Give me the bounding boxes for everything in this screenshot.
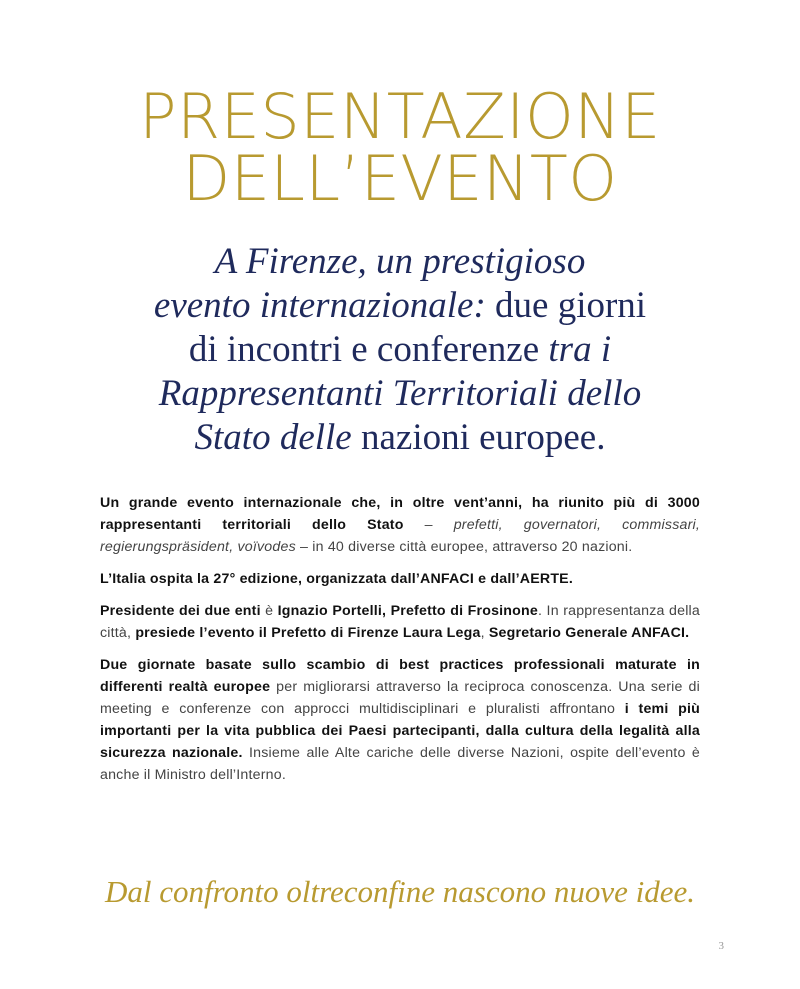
lead-line-5 [100, 416, 700, 460]
p3-bold-2: Ignazio Portelli, Prefetto di Frosinone [277, 603, 538, 619]
paragraph-4 [100, 654, 700, 786]
p1-sep: – [403, 517, 454, 533]
lead-line-4 [100, 372, 700, 416]
lead-l3-italic: tra i [548, 329, 612, 370]
lead-l2-italic: evento internazionale: [153, 285, 486, 326]
p4-text-2: Insieme alle Alte cariche delle diverse Nazioni, ospite dell’evento è anche il Ministro dell’Interno. [100, 745, 700, 783]
p3-bold-1: Presidente dei due enti [100, 603, 261, 619]
page-number: 3 [718, 940, 724, 952]
p3-text-1: è [260, 603, 278, 619]
lead-line-1 [100, 240, 700, 284]
p3-bold-4: Segretario Generale ANFACI. [488, 625, 690, 641]
title-line-2: DELL’EVENTO [182, 142, 618, 215]
lead-line-2 [100, 284, 700, 328]
p3-text-2: . In rappresentanza della città, [100, 603, 700, 641]
paragraph-3 [100, 600, 700, 644]
lead-l4-italic: Rappresentanti Territoriali dello [158, 373, 642, 414]
lead-l5-italic: Stato delle [194, 417, 352, 458]
tagline: Dal confronto oltreconfine nascono nuove idee. [104, 874, 695, 909]
paragraph-2 [100, 568, 700, 590]
p4-bold-2: i temi più importanti per la vita pubblica dei Paesi partecipanti, dalla cultura della legalità alla sicurezza nazionale. [100, 701, 700, 761]
title-line-1: PRESENTAZIONE [139, 80, 661, 153]
p1-rest: – in 40 diverse città europee, attraverso 20 nazioni. [295, 539, 633, 555]
p1-bold: Un grande evento internazionale che, in oltre vent’anni, ha riunito più di 3000 rappresentanti territoriali dello Stato [100, 495, 700, 533]
p2-bold: L’Italia ospita la 27° edizione, organizzata dall’ANFACI e dall’AERTE. [100, 571, 573, 587]
lead-l2-regular: due giorni [485, 285, 647, 326]
lead-statement [100, 240, 700, 460]
p3-bold-3: presiede l’evento il Prefetto di Firenze Laura Lega [135, 625, 481, 641]
paragraph-1 [100, 492, 700, 558]
p4-text-1: per migliorarsi attraverso la reciproca conoscenza. Una serie di meeting e conferenze con approcci multidisciplinari e pluralisti affrontano [100, 679, 700, 717]
lead-l3-regular: di incontri e conferenze [188, 329, 549, 370]
body-text [100, 492, 700, 796]
p3-text-3: , [480, 625, 489, 641]
lead-line-3 [100, 328, 700, 372]
p1-italic: prefetti, governatori, commissari, regierungspräsident, voïvodes [100, 517, 701, 555]
lead-l5-regular: nazioni europee. [351, 417, 606, 458]
lead-l1-italic: A Firenze, un prestigioso [214, 241, 586, 282]
p4-bold-1: Due giornate basate sullo scambio di best practices professionali maturate in differenti realtà europee [100, 657, 700, 695]
page-title [0, 80, 800, 215]
